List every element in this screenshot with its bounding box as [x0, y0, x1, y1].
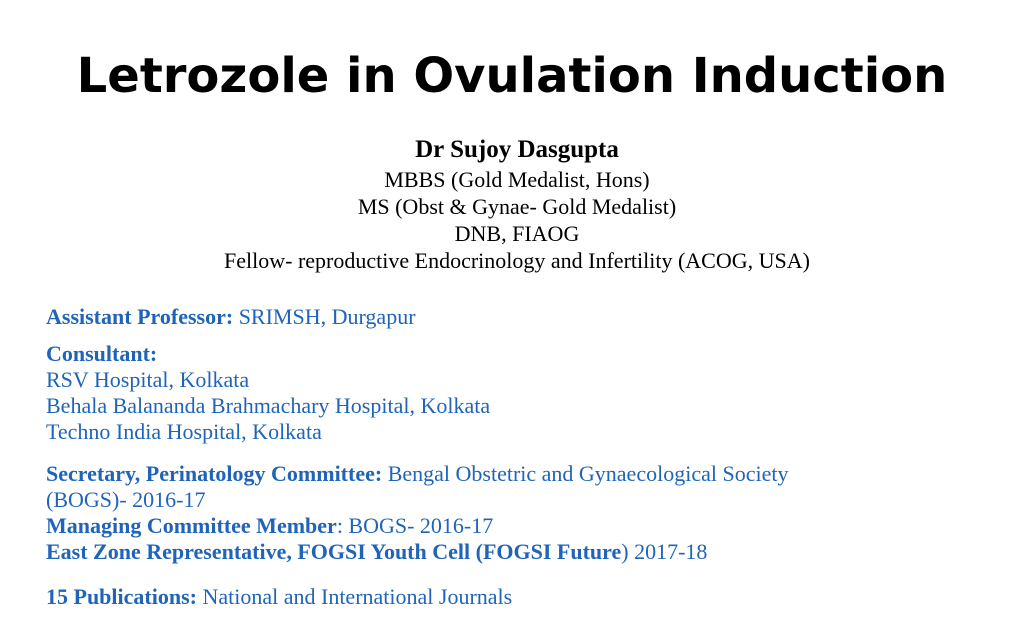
assistant-label: Assistant Professor:: [46, 304, 234, 329]
committee-entries: [46, 461, 788, 565]
slide-title: Letrozole in Ovulation Induction: [76, 48, 948, 104]
consultant-entry: [46, 341, 490, 445]
consultant-hospital: Techno India Hospital, Kolkata: [46, 419, 322, 444]
qualification-line: MS (Obst & Gynae- Gold Medalist): [357, 194, 677, 219]
secretary-value-cont: (BOGS)- 2016-17: [46, 487, 206, 512]
consultant-hospital: RSV Hospital, Kolkata: [46, 367, 250, 392]
managing-label: Managing Committee Member: [46, 513, 337, 538]
publications-entry: [46, 584, 512, 610]
secretary-value: Bengal Obstetric and Gynaecological Society: [382, 461, 789, 486]
author-block: [0, 134, 1024, 274]
assistant-professor-entry: [46, 304, 416, 330]
publications-value: National and International Journals: [196, 584, 513, 609]
qualification-line: Fellow- reproductive Endocrinology and Infertility (ACOG, USA): [224, 248, 810, 273]
publications-label: 15 Publications:: [46, 584, 197, 609]
managing-value: : BOGS- 2016-17: [336, 513, 494, 538]
east-zone-value: ) 2017-18: [621, 539, 708, 564]
qualification-line: DNB, FIAOG: [454, 221, 580, 246]
secretary-label: Secretary, Perinatology Committee:: [46, 461, 383, 486]
east-zone-label: East Zone Representative, FOGSI Youth Cell (FOGSI Future: [46, 539, 622, 564]
qualification-line: MBBS (Gold Medalist, Hons): [384, 167, 650, 192]
consultant-hospital: Behala Balananda Brahmachary Hospital, Kolkata: [46, 393, 491, 418]
author-name: Dr Sujoy Dasgupta: [415, 136, 619, 163]
consultant-label: Consultant:: [46, 341, 158, 366]
assistant-value: SRIMSH, Durgapur: [233, 304, 416, 329]
